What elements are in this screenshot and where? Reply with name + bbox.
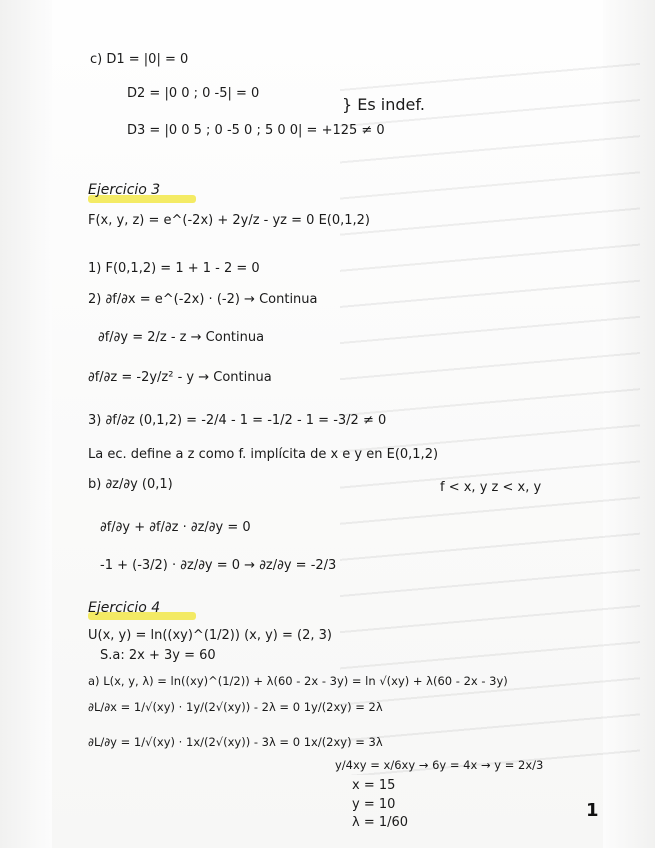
- text-line: D2 = |0 0 ; 0 -5| = 0: [127, 86, 260, 101]
- text-line: } Es indef.: [342, 95, 425, 114]
- text-line: -1 + (-3/2) · ∂z/∂y = 0 → ∂z/∂y = -2/3: [100, 558, 337, 573]
- text-line: y = 10: [352, 797, 396, 812]
- text-line: c) D1 = |0| = 0: [90, 52, 189, 67]
- page-number: 1: [586, 800, 599, 821]
- text-line: ∂L/∂y = 1/√(xy) · 1x/(2√(xy)) - 3λ = 0 1x/(2xy) = 3λ: [88, 735, 383, 749]
- text-line: U(x, y) = ln((xy)^(1/2)) (x, y) = (2, 3): [88, 628, 332, 643]
- section-heading: Ejercicio 4: [88, 600, 161, 616]
- text-line: F(x, y, z) = e^(-2x) + 2y/z - yz = 0 E(0,1,2): [88, 213, 371, 228]
- text-line: f < x, y z < x, y: [440, 480, 542, 495]
- text-line: ∂f/∂y = 2/z - z → Continua: [98, 330, 265, 345]
- text-line: b) ∂z/∂y (0,1): [88, 477, 173, 492]
- text-line: La ec. define a z como f. implícita de x e y en E(0,1,2): [88, 447, 439, 462]
- text-line: 3) ∂f/∂z (0,1,2) = -2/4 - 1 = -1/2 - 1 = -3/2 ≠ 0: [88, 413, 387, 428]
- text-line: ∂f/∂z = -2y/z² - y → Continua: [88, 370, 272, 385]
- text-line: 2) ∂f/∂x = e^(-2x) · (-2) → Continua: [88, 292, 318, 307]
- text-line: a) L(x, y, λ) = ln((xy)^(1/2)) + λ(60 - 2x - 3y) = ln √(xy) + λ(60 - 2x - 3y): [88, 674, 508, 688]
- text-line: λ = 1/60: [352, 815, 409, 830]
- text-line: x = 15: [352, 778, 396, 793]
- text-line: ∂L/∂x = 1/√(xy) · 1y/(2√(xy)) - 2λ = 0 1y/(2xy) = 2λ: [88, 700, 383, 714]
- text-line: S.a: 2x + 3y = 60: [100, 648, 216, 663]
- text-line: 1) F(0,1,2) = 1 + 1 - 2 = 0: [88, 261, 260, 276]
- section-heading: Ejercicio 3: [88, 182, 161, 198]
- page-shadow-left: [0, 0, 52, 848]
- text-line: ∂f/∂y + ∂f/∂z · ∂z/∂y = 0: [100, 520, 251, 535]
- text-line: D3 = |0 0 5 ; 0 -5 0 ; 5 0 0| = +125 ≠ 0: [127, 123, 385, 138]
- text-line: y/4xy = x/6xy → 6y = 4x → y = 2x/3: [335, 758, 544, 772]
